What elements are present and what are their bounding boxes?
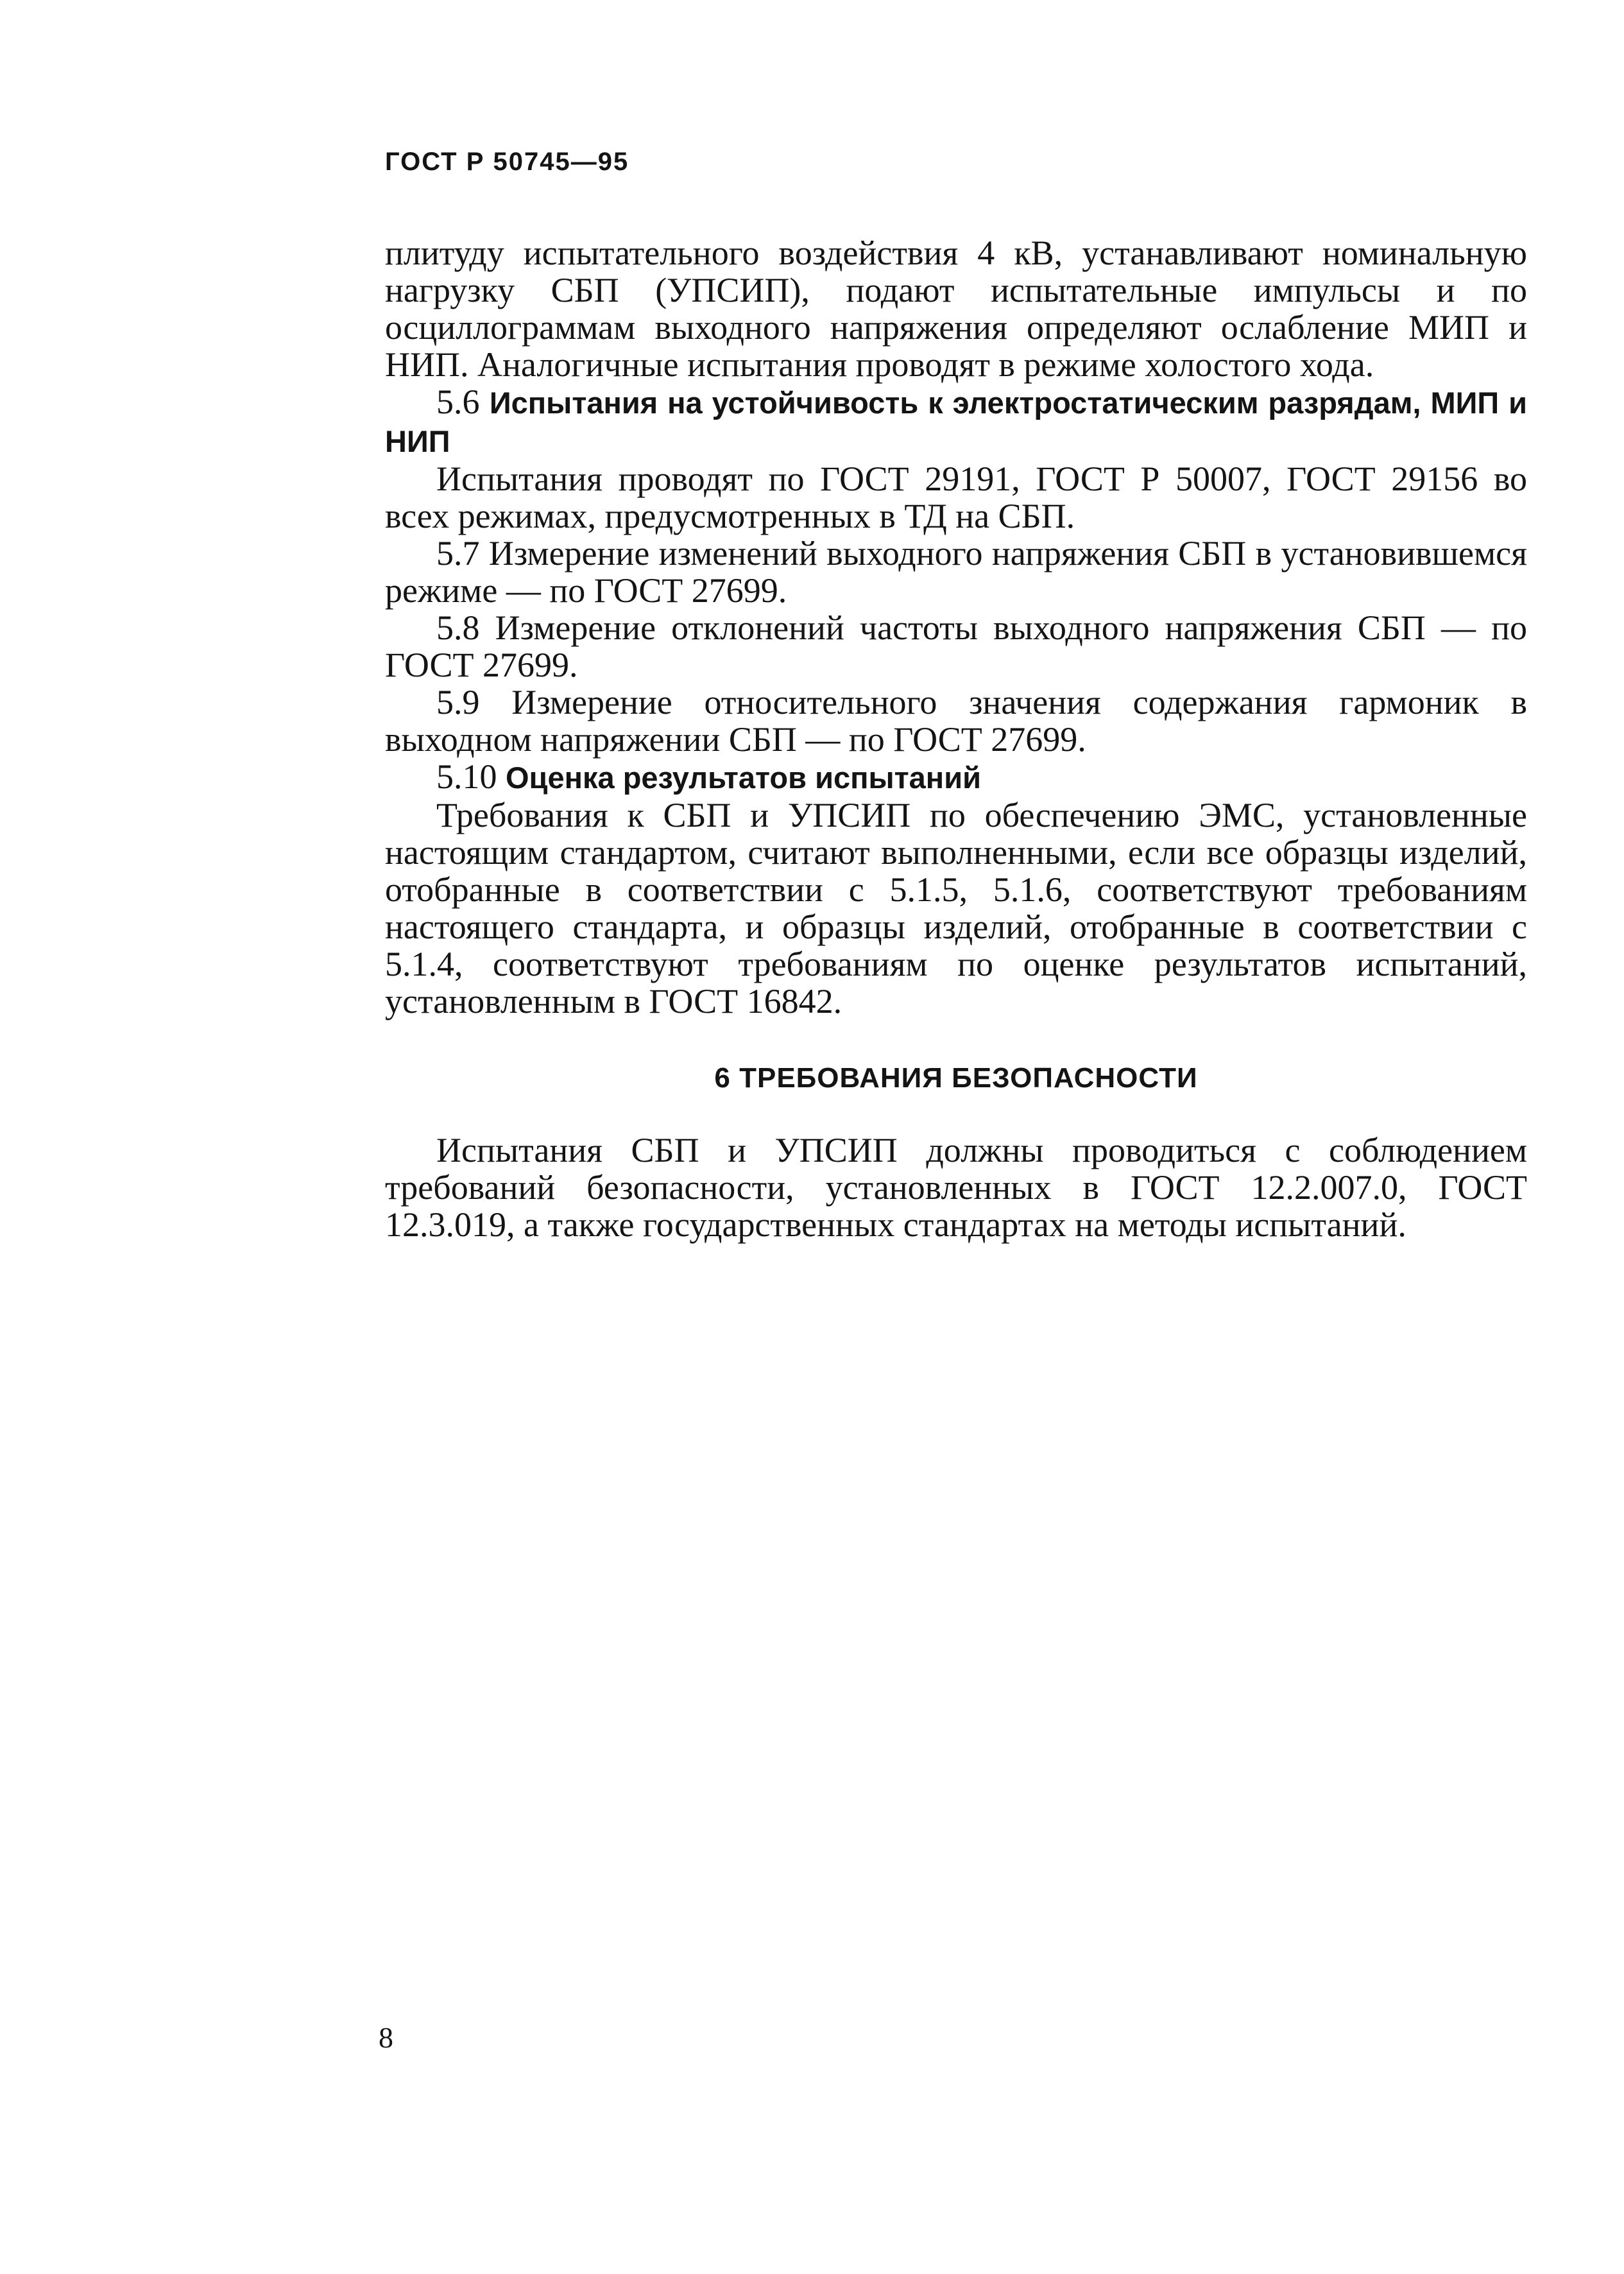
section-5-8: 5.8 Измерение отклонений частоты выходного напряжения СБП — по ГОСТ 27699. bbox=[385, 608, 1527, 684]
section-5-6-number: 5.6 bbox=[436, 383, 480, 421]
page-number: 8 bbox=[379, 2021, 393, 2054]
paragraph-continuation: плитуду испытательного воздействия 4 кВ, устанавливают номинальную нагрузку СБП (УПСИП), подают испытательные импульсы и по осциллограммам выходного напряжения определяют ослабление МИП и НИП. Аналогичные испытания проводят в режиме холостого хода. bbox=[385, 234, 1527, 384]
section-5-10-text: Требования к СБП и УПСИП по обеспечению ЭМС, установленные настоящим стандартом, считают выполненными, если все образцы изделий, отобранные в соответствии с 5.1.5, 5.1.6, соответствуют требованиям настоящего стандарта, и образцы изделий, отобранные в соответствии с 5.1.4, соответствуют требованиям по оценке результатов испытаний, установленным в ГОСТ 16842. bbox=[385, 796, 1527, 1021]
document-body bbox=[385, 234, 1527, 1243]
section-5-10-title: Оценка результатов испытаний bbox=[506, 761, 981, 795]
section-5-6-heading bbox=[385, 383, 1527, 460]
section-5-9: 5.9 Измерение относительного значения содержания гармоник в выходном напряжении СБП — по ГОСТ 27699. bbox=[385, 683, 1527, 759]
section-6-title: 6 ТРЕБОВАНИЯ БЕЗОПАСНОСТИ bbox=[714, 1062, 1198, 1094]
section-5-7: 5.7 Измерение изменений выходного напряжения СБП в установившемся режиме — по ГОСТ 27699. bbox=[385, 534, 1527, 610]
section-6-text: Испытания СБП и УПСИП должны проводиться с соблюдением требований безопасности, установленных в ГОСТ 12.2.007.0, ГОСТ 12.3.019, а также государственных стандартах на методы испытаний. bbox=[385, 1131, 1527, 1244]
section-5-6-title: Испытания на устойчивость к электростатическим разрядам, МИП и НИП bbox=[385, 386, 1527, 458]
section-5-6-text: Испытания проводят по ГОСТ 29191, ГОСТ Р 50007, ГОСТ 29156 во всех режимах, предусмотренных в ТД на СБП. bbox=[385, 460, 1527, 535]
section-5-10-number: 5.10 bbox=[436, 757, 497, 796]
section-5-10-heading bbox=[385, 758, 1527, 797]
document-header: ГОСТ Р 50745—95 bbox=[385, 148, 629, 176]
